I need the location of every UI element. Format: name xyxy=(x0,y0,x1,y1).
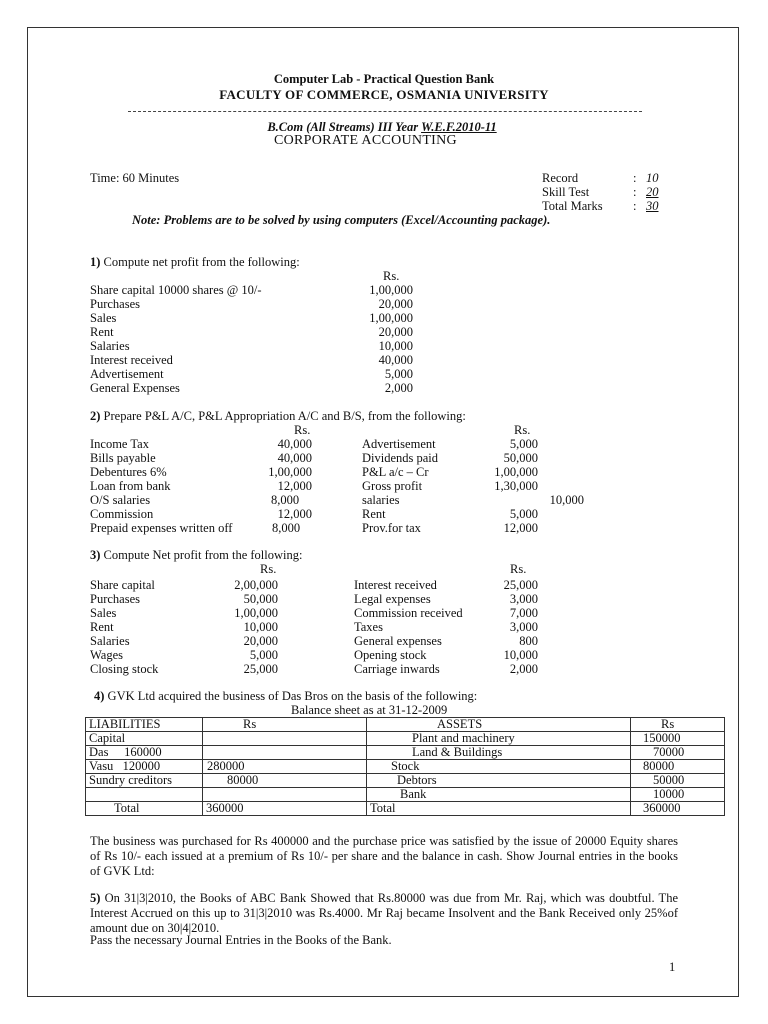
table-row xyxy=(86,788,725,802)
q2-left-value: 40,000 xyxy=(277,451,312,465)
q2-right-label: P&L a/c – Cr xyxy=(362,465,429,479)
q1-item-value: 40,000 xyxy=(378,353,413,367)
bs-cell xyxy=(203,732,367,746)
q3-left-label: Salaries xyxy=(90,634,130,648)
marks-total-colon: : xyxy=(633,199,637,213)
marks-record-label: Record xyxy=(542,171,579,185)
bs-cell xyxy=(203,788,367,802)
bs-cell: 150000 xyxy=(631,732,725,746)
bs-cell: Stock xyxy=(367,760,631,774)
bs-cell: 80000 xyxy=(631,760,725,774)
bs-cell: 50000 xyxy=(631,774,725,788)
q2-rs-header-left: Rs. xyxy=(294,423,311,437)
q3-right-label: Taxes xyxy=(354,620,383,634)
course-wef: W.E.F.2010-11 xyxy=(421,120,497,134)
q2-rs-header-right: Rs. xyxy=(514,423,531,437)
marks-skill-value: 20 xyxy=(646,185,659,199)
q1-item-value: 5,000 xyxy=(384,367,413,381)
q1-heading xyxy=(90,255,300,270)
table-row xyxy=(86,802,725,816)
q2-right-label: Prov.for tax xyxy=(362,521,421,535)
q5-instruction: Pass the necessary Journal Entries in the Books of the Bank. xyxy=(90,933,392,947)
header-line1: Computer Lab - Practical Question Bank xyxy=(273,72,495,86)
q3-right-value: 2,000 xyxy=(509,662,538,676)
bs-cell: Capital xyxy=(86,732,203,746)
q3-left-label: Sales xyxy=(90,606,117,620)
q2-right-value: 50,000 xyxy=(503,451,538,465)
bs-cell xyxy=(203,746,367,760)
marks-skill-label: Skill Test xyxy=(542,185,590,199)
q3-left-label: Wages xyxy=(90,648,124,662)
q5-paragraph xyxy=(90,891,678,936)
q1-item-label: Interest received xyxy=(90,353,173,367)
q2-right-value: 1,00,000 xyxy=(494,465,538,479)
q3-left-label: Purchases xyxy=(90,592,140,606)
q1-item-value: 2,000 xyxy=(384,381,413,395)
q3-right-value: 10,000 xyxy=(503,648,538,662)
q4-paragraph: The business was purchased for Rs 400000 and the purchase price was satisfied by the issue of 20000 Equity shares of Rs 10/- each issued at a premium of Rs 10/- per share and the balance in cash. Show Journal entries in the books of GVK Ltd: xyxy=(90,834,678,878)
q3-left-value: 1,00,000 xyxy=(234,606,278,620)
note: Note: Problems are to be solved by using computers (Excel/Accounting package). xyxy=(132,213,551,227)
table-row xyxy=(86,746,725,760)
q1-item-label: Sales xyxy=(90,311,117,325)
bs-cell xyxy=(86,788,203,802)
course-prefix: B.Com (All Streams) III Year xyxy=(267,120,422,134)
q1-item-label: General Expenses xyxy=(90,381,180,395)
table-row xyxy=(86,760,725,774)
bs-cell: 10000 xyxy=(631,788,725,802)
table-row xyxy=(86,774,725,788)
header-line2: FACULTY OF COMMERCE, OSMANIA UNIVERSITY xyxy=(219,87,549,102)
q3-heading xyxy=(90,548,302,563)
q3-left-label: Closing stock xyxy=(90,662,159,676)
q3-rs-header-right: Rs. xyxy=(510,562,527,576)
q3-right-value: 7,000 xyxy=(509,606,538,620)
q1-rs-header: Rs. xyxy=(383,269,400,283)
q2-right-label: salaries xyxy=(362,493,400,507)
q1-item-value: 20,000 xyxy=(378,297,413,311)
q3-left-value: 20,000 xyxy=(243,634,278,648)
bs-cell: 80000 xyxy=(203,774,367,788)
q1-item-label: Salaries xyxy=(90,339,130,353)
q1-item-value: 1,00,000 xyxy=(369,311,413,325)
q3-left-value: 50,000 xyxy=(243,592,278,606)
q2-left-label: O/S salaries xyxy=(90,493,151,507)
q2-right-label: Dividends paid xyxy=(362,451,439,465)
q2-left-value: 8,000 xyxy=(272,521,301,535)
q1-item-label: Advertisement xyxy=(90,367,164,381)
bs-cell: Total xyxy=(86,802,203,816)
q2-right-value: 10,000 xyxy=(549,493,584,507)
q2-text: Prepare P&L A/C, P&L Appropriation A/C and B/S, from the following: xyxy=(100,409,466,423)
q3-right-label: Interest received xyxy=(354,578,437,592)
q2-right-label: Gross profit xyxy=(362,479,423,493)
q3-right-label: Opening stock xyxy=(354,648,427,662)
q1-text: Compute net profit from the following: xyxy=(100,255,300,269)
q3-right-label: Commission received xyxy=(354,606,463,620)
q2-left-label: Debentures 6% xyxy=(90,465,167,479)
q2-right-label: Rent xyxy=(362,507,386,521)
marks-total-value: 30 xyxy=(646,199,659,213)
q2-left-label: Prepaid expenses written off xyxy=(90,521,233,535)
q1-item-value: 20,000 xyxy=(378,325,413,339)
q3-right-value: 25,000 xyxy=(503,578,538,592)
q3-left-value: 2,00,000 xyxy=(234,578,278,592)
q4-caption: Balance sheet as at 31-12-2009 xyxy=(291,703,448,717)
q3-left-label: Rent xyxy=(90,620,114,634)
q2-left-value: 12,000 xyxy=(277,479,312,493)
bs-cell: Land & Buildings xyxy=(367,746,631,760)
q1-number: 1) xyxy=(90,255,101,269)
bs-cell: Das 160000 xyxy=(86,746,203,760)
marks-skill-colon: : xyxy=(633,185,637,199)
bs-cell: Total xyxy=(367,802,631,816)
q3-right-label: Legal expenses xyxy=(354,592,431,606)
q1-item-value: 10,000 xyxy=(378,339,413,353)
bs-head-rs-right: Rs xyxy=(631,718,725,732)
bs-head-rs-left: Rs xyxy=(203,718,367,732)
q2-left-label: Bills payable xyxy=(90,451,156,465)
bs-cell: 360000 xyxy=(203,802,367,816)
q2-right-label: Advertisement xyxy=(362,437,436,451)
q3-right-value: 3,000 xyxy=(509,592,538,606)
bs-cell: Bank xyxy=(367,788,631,802)
bs-cell: 280000 xyxy=(203,760,367,774)
q3-right-value: 3,000 xyxy=(509,620,538,634)
bs-head-assets: ASSETS xyxy=(367,718,631,732)
q2-right-value: 1,30,000 xyxy=(494,479,538,493)
dashed-divider xyxy=(128,111,642,112)
q2-left-label: Commission xyxy=(90,507,154,521)
q2-left-value: 1,00,000 xyxy=(268,465,312,479)
q1-item-label: Rent xyxy=(90,325,114,339)
q2-right-value: 12,000 xyxy=(503,521,538,535)
bs-head-liabilities: LIABILITIES xyxy=(86,718,203,732)
q2-right-value: 5,000 xyxy=(509,437,538,451)
q3-left-value: 25,000 xyxy=(243,662,278,676)
table-row xyxy=(86,732,725,746)
q2-left-value: 8,000 xyxy=(271,493,300,507)
q3-right-label: General expenses xyxy=(354,634,442,648)
balance-sheet-table xyxy=(85,717,725,816)
bs-cell: Debtors xyxy=(367,774,631,788)
q2-left-value: 40,000 xyxy=(277,437,312,451)
subject-title: CORPORATE ACCOUNTING xyxy=(274,133,457,148)
q4-text: GVK Ltd acquired the business of Das Bros on the basis of the following: xyxy=(104,689,478,703)
q3-number: 3) xyxy=(90,548,101,562)
bs-cell: Plant and machinery xyxy=(367,732,631,746)
q3-right-value: 800 xyxy=(519,634,538,648)
q2-heading xyxy=(90,409,466,424)
bs-cell: Vasu 120000 xyxy=(86,760,203,774)
q3-right-label: Carriage inwards xyxy=(354,662,440,676)
bs-cell: 360000 xyxy=(631,802,725,816)
q3-text: Compute Net profit from the following: xyxy=(100,548,303,562)
q3-rs-header-left: Rs. xyxy=(260,562,277,576)
q3-left-label: Share capital xyxy=(90,578,155,592)
q2-left-label: Income Tax xyxy=(90,437,149,451)
q4-heading xyxy=(94,689,477,704)
marks-record-value: 10 xyxy=(646,171,659,185)
page-number: 1 xyxy=(669,960,676,974)
q5-text: On 31|3|2010, the Books of ABC Bank Showed that Rs.80000 was due from Mr. Raj, which was doubtful. The Interest Accrued on this up to 31|3|2010 was Rs.4000. Mr Raj became Insolvent and the Bank Received only 25%of amount due on 30|4|2010. xyxy=(90,891,678,935)
q2-left-value: 12,000 xyxy=(277,507,312,521)
q3-left-value: 10,000 xyxy=(243,620,278,634)
q5-number: 5) xyxy=(90,891,101,905)
q1-item-label: Share capital 10000 shares @ 10/- xyxy=(90,283,262,297)
time-label: Time: 60 Minutes xyxy=(90,171,180,185)
marks-total-label: Total Marks xyxy=(542,199,603,213)
bs-cell: Sundry creditors xyxy=(86,774,203,788)
q2-left-label: Loan from bank xyxy=(90,479,171,493)
q1-item-value: 1,00,000 xyxy=(369,283,413,297)
q2-right-value: 5,000 xyxy=(509,507,538,521)
q2-number: 2) xyxy=(90,409,101,423)
q3-left-value: 5,000 xyxy=(249,648,278,662)
q1-item-label: Purchases xyxy=(90,297,140,311)
q4-number: 4) xyxy=(94,689,105,703)
bs-cell: 70000 xyxy=(631,746,725,760)
marks-record-colon: : xyxy=(633,171,637,185)
balance-sheet-header xyxy=(86,718,725,732)
